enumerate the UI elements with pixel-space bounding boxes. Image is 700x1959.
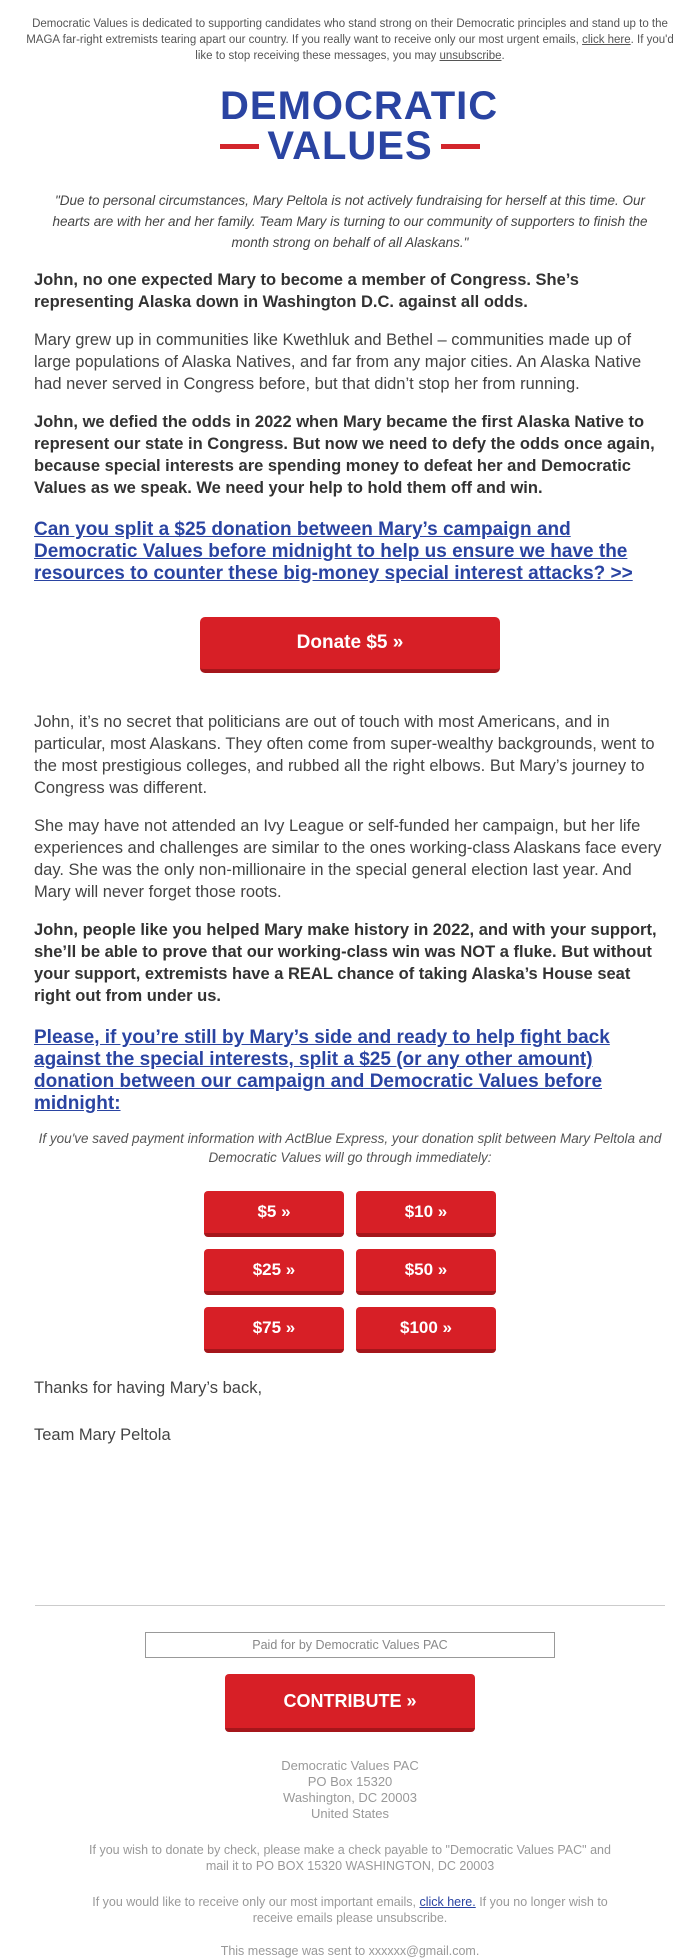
contribute-button[interactable]: CONTRIBUTE » [225, 1674, 475, 1732]
email-body [10, 0, 690, 1958]
logo-bottom-row [220, 126, 480, 166]
paragraph-1: John, no one expected Mary to become a member of Congress. She’s representing Alaska down in Washington D.C. against all odds. [34, 271, 579, 311]
mailing-address [10, 1758, 690, 1822]
donate-amount-button[interactable]: $10 » [356, 1191, 496, 1237]
logo-bottom-text: VALUES [267, 124, 433, 168]
logo-left-stripe [220, 144, 259, 149]
preheader [10, 0, 690, 64]
split-donation-link[interactable]: Can you split a $25 donation between Mary’s campaign and Democratic Values before midnight to help us ensure we have the resources to counter these big-money special interest attacks? >> [34, 519, 633, 584]
paragraph-3: John, we defied the odds in 2022 when Mary became the first Alaska Native to represent our state in Congress. But now we need to defy the odds once again, because special interests are spending money to defeat her and Democratic Values as we speak. We need your help to hold them off and win. [34, 413, 655, 497]
check-donation-note: If you wish to donate by check, please make a check payable to "Democratic Values PAC" and mail it to PO BOX 15320 WASHINGTON, DC 20003 [89, 1843, 611, 1873]
urgent-emails-link[interactable]: click here [582, 34, 631, 46]
donation-amount-grid [204, 1191, 496, 1353]
paid-for-box: Paid for by Democratic Values PAC [145, 1632, 555, 1658]
donate-amount-button[interactable]: $5 » [204, 1191, 344, 1237]
paragraph-2: Mary grew up in communities like Kwethluk and Bethel – communities made up of large populations of Alaska Natives, and far from any major cities. An Alaska Native had never served in Congress before, but that didn’t stop her from running. [34, 331, 642, 393]
footer-divider [35, 1605, 665, 1606]
pref-text-before: If you would like to receive only our most important emails, [92, 1895, 420, 1909]
donate-amount-button[interactable]: $25 » [204, 1249, 344, 1295]
donate-amount-button[interactable]: $75 » [204, 1307, 344, 1353]
address-line: Democratic Values PAC [281, 1758, 419, 1773]
donate-5-button[interactable]: Donate $5 » [200, 617, 500, 673]
preheader-intro: Democratic Values is dedicated to supporting candidates who stand strong on their Democratic principles and stand up to the MAGA far-right extremists tearing apart our country. If you really want to receive only our most urgent emails, [26, 18, 668, 46]
preheader-end: . [501, 50, 505, 62]
pref-text-after: If you no longer wish to receive emails please unsubscribe. [252, 1895, 608, 1925]
logo-right-stripe [441, 144, 480, 149]
paragraph-5: She may have not attended an Ivy League or self-funded her campaign, but her life experiences and challenges are similar to the ones working-class Alaskans face every day. She was the only non-millionaire in the special general election last year. And Mary will never forget those roots. [34, 817, 662, 901]
important-emails-link[interactable]: click here. [419, 1895, 476, 1909]
disclaimer-quote: "Due to personal circumstances, Mary Peltola is not actively fundraising for herself at this time. Our hearts are with her and her family. Team Mary is turning to our community of supporters to finish the month strong on behalf of all Alaskans." [52, 193, 648, 250]
logo-top-text: DEMOCRATIC [220, 84, 499, 128]
address-line: Washington, DC 20003 [283, 1790, 417, 1805]
sent-to-line: This message was sent to xxxxxx@gmail.com. [220, 1944, 480, 1958]
signature: Team Mary Peltola [34, 1426, 171, 1444]
donate-amount-button[interactable]: $50 » [356, 1249, 496, 1295]
preheader-mid: . If you'd like to stop receiving these messages, you may [195, 34, 674, 62]
actblue-express-note: If you've saved payment information with ActBlue Express, your donation split between Mary Peltola and Democratic Values will go through immediately: [38, 1131, 662, 1165]
unsubscribe-link[interactable]: unsubscribe [439, 50, 502, 62]
democratic-values-logo [220, 84, 499, 168]
split-any-amount-link[interactable]: Please, if you’re still by Mary’s side and ready to help fight back against the special interests, split a $25 (or any other amount) donation between our campaign and Democratic Values before midnight: [34, 1027, 610, 1114]
paragraph-6: John, people like you helped Mary make history in 2022, and with your support, she’ll be able to prove that our working-class win was NOT a fluke. But without your support, extremists have a REAL chance of taking Alaska’s House seat right out from under us. [34, 921, 657, 1005]
paragraph-4: John, it’s no secret that politicians are out of touch with most Americans, and in particular, most Alaskans. They often come from super-wealthy backgrounds, went to the most prestigious colleges, and rubbed all the right elbows. But Mary’s journey to Congress was different. [34, 713, 655, 797]
email-preferences-note [10, 1894, 690, 1926]
thanks-line: Thanks for having Mary’s back, [34, 1379, 263, 1397]
address-line: PO Box 15320 [307, 1774, 393, 1789]
address-line: United States [310, 1806, 390, 1821]
donate-amount-button[interactable]: $100 » [356, 1307, 496, 1353]
